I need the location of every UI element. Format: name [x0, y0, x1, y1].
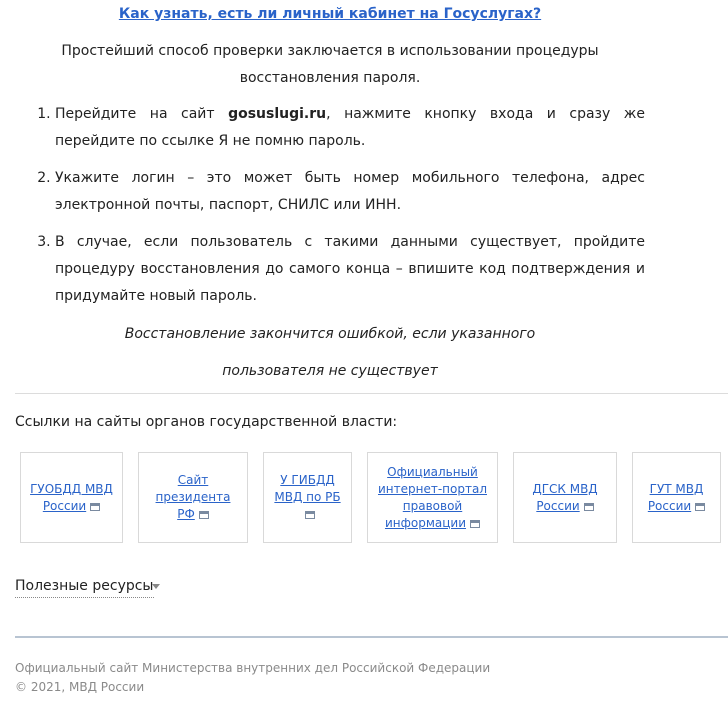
gov-link-president[interactable]: [147, 472, 239, 523]
gov-link-gut[interactable]: [641, 481, 712, 515]
external-window-icon: [470, 520, 480, 528]
gosuslugi-site-name: gosuslugi.ru: [228, 106, 327, 122]
gov-link-label: У ГИБДД МВД по РБ: [274, 473, 341, 504]
external-window-icon: [695, 503, 705, 511]
external-window-icon: [90, 503, 100, 511]
steps-list: [15, 101, 645, 310]
article-title-link[interactable]: Как узнать, есть ли личный кабинет на Госуслугах?: [118, 6, 542, 22]
gov-link-card-guobdd[interactable]: [20, 452, 123, 543]
gov-link-card-dgsk[interactable]: [513, 452, 617, 543]
gov-link-label: ГУТ МВД России: [647, 481, 704, 513]
gov-link-pravo[interactable]: [376, 464, 489, 532]
step-item: 3. В случае, если пользователь с такими данными существует, пройдите процедуру восстановления до самого конца – впишите код подтверждения и придумайте новый пароль.: [55, 229, 645, 310]
gov-link-dgsk[interactable]: [522, 481, 608, 515]
note-line-1: Восстановление закончится ошибкой, если указанного: [124, 326, 536, 342]
footer-divider: [15, 636, 728, 638]
gov-links-heading: Ссылки на сайты органов государственной власти:: [15, 414, 398, 430]
note-line-2: пользователя не существует: [222, 363, 438, 379]
step-item: 2. Укажите логин – это может быть номер мобильного телефона, адрес электронной почты, паспорт, СНИЛС или ИНН.: [55, 165, 645, 219]
gov-link-card-gut[interactable]: [632, 452, 721, 543]
gov-link-card-ugibdd[interactable]: [263, 452, 352, 543]
gov-link-guobdd[interactable]: [29, 481, 114, 515]
useful-resources-toggle[interactable]: Полезные ресурсы: [15, 576, 154, 598]
gov-link-card-pravo[interactable]: [367, 452, 498, 543]
gov-link-label: ДГСК МВД России: [532, 481, 598, 513]
step-item: [55, 101, 645, 155]
external-window-icon: [584, 503, 594, 511]
external-window-icon: [305, 511, 315, 519]
gov-link-card-president[interactable]: [138, 452, 248, 543]
step-1-before: Перейдите на сайт: [55, 106, 229, 122]
footer-site-name: Официальный сайт Министерства внутренних дел Российской Федерации: [15, 661, 491, 675]
gov-link-label: ГУОБДД МВД России: [30, 481, 113, 513]
step-1-after: , нажмите кнопку входа и сразу же перейдите по ссылке Я не помню пароль.: [55, 106, 645, 149]
section-divider: [15, 393, 728, 394]
external-window-icon: [199, 511, 209, 519]
intro-paragraph: Простейший способ проверки заключается в использовании процедуры восстановления пароля.: [61, 43, 599, 86]
gov-link-label: Сайт президента РФ: [155, 473, 231, 521]
footer-copyright: © 2021, МВД России: [15, 680, 145, 694]
chevron-down-icon[interactable]: [152, 584, 160, 589]
gov-link-label: Официальный интернет-портал правовой информации: [377, 464, 487, 530]
gov-link-ugibdd[interactable]: [272, 472, 343, 523]
